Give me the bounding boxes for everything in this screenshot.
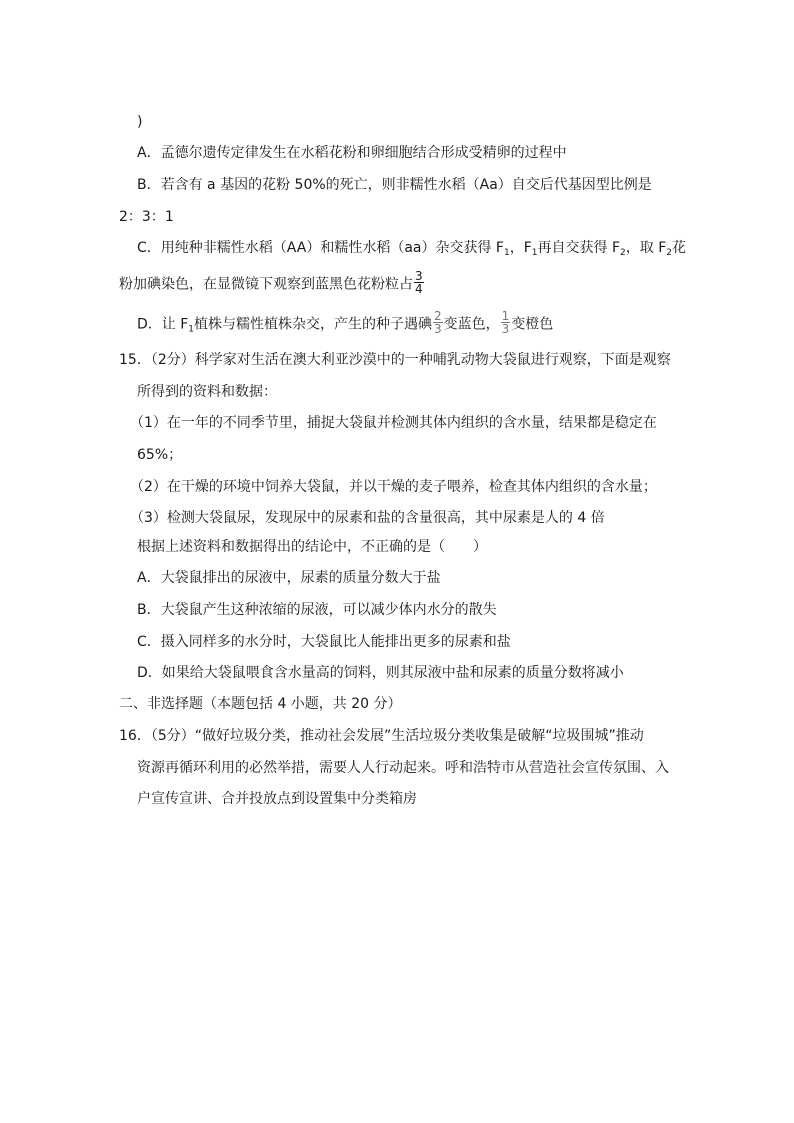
q14-option-a: A．孟德尔遗传定律发生在水稻花粉和卵细胞结合形成受精卵的过程中 — [137, 145, 567, 161]
fraction-denominator: 3 — [434, 322, 442, 336]
q14-option-c-sub3: 2 — [620, 248, 626, 258]
fraction-numerator: 1 — [501, 309, 510, 323]
q14-option-c-sub4: 2 — [666, 248, 673, 258]
q14-option-c-text-c: 再自交获得 F — [537, 240, 621, 256]
q15-item1-line2: 65%； — [137, 447, 183, 463]
q16-line1: 16．（5分）“做好垃圾分类，推动社会发展”生活垃圾分类收集是破解“垃圾围城”推动 — [119, 728, 644, 744]
q14-option-d-text-a: D．让 F — [137, 316, 189, 333]
q14-option-b-line1: B．若含有 a 基因的花粉 50%的死亡，则非糯性水稻（Aa）自交后代基因型比例是 — [137, 177, 652, 193]
q14-option-c-text-2: 粉加碘染色，在显微镜下观察到蓝黑色花粉粒占 — [119, 276, 413, 293]
fraction-denominator: 3 — [501, 322, 510, 336]
q15-item2: （2）在干燥的环境中饲养大袋鼠，并以干燥的麦子喂养，检查其体内组织的含水量； — [130, 479, 657, 495]
q16-line3: 户宣传宣讲、合并投放点到设置集中分类箱房 — [137, 791, 417, 807]
q14-option-d-text-b: 植株与糯性植株杂交，产生的种子遇碘 — [194, 316, 433, 333]
fraction-numerator: 3 — [415, 269, 423, 283]
q14-option-c-text-a: C．用纯种非糯性水稻（AA）和糯性水稻（aa）杂交获得 F — [137, 240, 504, 256]
q16-line2: 资源再循环利用的必然举措，需要人人行动起来。呼和浩特市从营造社会宣传氛围、入 — [137, 760, 669, 776]
q15-option-a: A．大袋鼠排出的尿液中，尿素的质量分数大于盐 — [137, 570, 441, 586]
q14-option-d-fraction-1 — [433, 310, 443, 335]
q15-option-c: C．摄入同样多的水分时，大袋鼠比人能排出更多的尿素和盐 — [137, 634, 511, 650]
q15-option-d: D．如果给大袋鼠喂食含水量高的饲料，则其尿液中盐和尿素的质量分数将减小 — [137, 665, 624, 681]
q14-option-b-line2: 2：3：1 — [119, 209, 174, 225]
q15-option-b: B．大袋鼠产生这种浓缩的尿液，可以减少体内水分的散失 — [137, 602, 497, 618]
q14-option-d — [137, 309, 554, 337]
fraction-numerator: 2 — [434, 309, 442, 323]
q14-option-c-fraction — [414, 270, 424, 295]
q14-option-c-line1 — [137, 238, 686, 258]
section-heading: 二、非选择题（本题包括 4 小题，共 20 分） — [119, 696, 402, 712]
q14-close-paren: ) — [137, 114, 143, 130]
q14-option-c-sub2: 1 — [531, 248, 538, 258]
q15-stem-line2: 所得到的资料和数据： — [137, 384, 277, 400]
q15-question: 根据上述资料和数据得出的结论中，不正确的是（ ） — [137, 539, 487, 555]
q14-option-d-text-c: 变蓝色， — [443, 316, 500, 333]
q14-option-d-sub: 1 — [188, 324, 195, 335]
q14-option-c-sub1: 1 — [503, 248, 510, 258]
q14-option-c-text-b: ，F — [509, 240, 532, 256]
q15-stem-line1: 15．（2分）科学家对生活在澳大利亚沙漠中的一种哺乳动物大袋鼠进行观察，下面是观察 — [119, 352, 671, 368]
q14-option-c-text-e: 花 — [672, 240, 687, 256]
fraction-denominator: 4 — [415, 282, 423, 296]
q14-option-c-line2 — [119, 269, 425, 297]
q14-option-d-fraction-2 — [501, 310, 511, 335]
q15-item3: （3）检测大袋鼠尿，发现尿中的尿素和盐的含量很高，其中尿素是人的 4 倍 — [130, 510, 605, 526]
q14-option-c-text-d: ，取 F — [625, 240, 667, 256]
q15-item1-line1: （1）在一年的不同季节里，捕捉大袋鼠并检测其体内组织的含水量，结果都是稳定在 — [130, 415, 657, 431]
q14-option-d-text-d: 变橙色 — [511, 316, 554, 333]
